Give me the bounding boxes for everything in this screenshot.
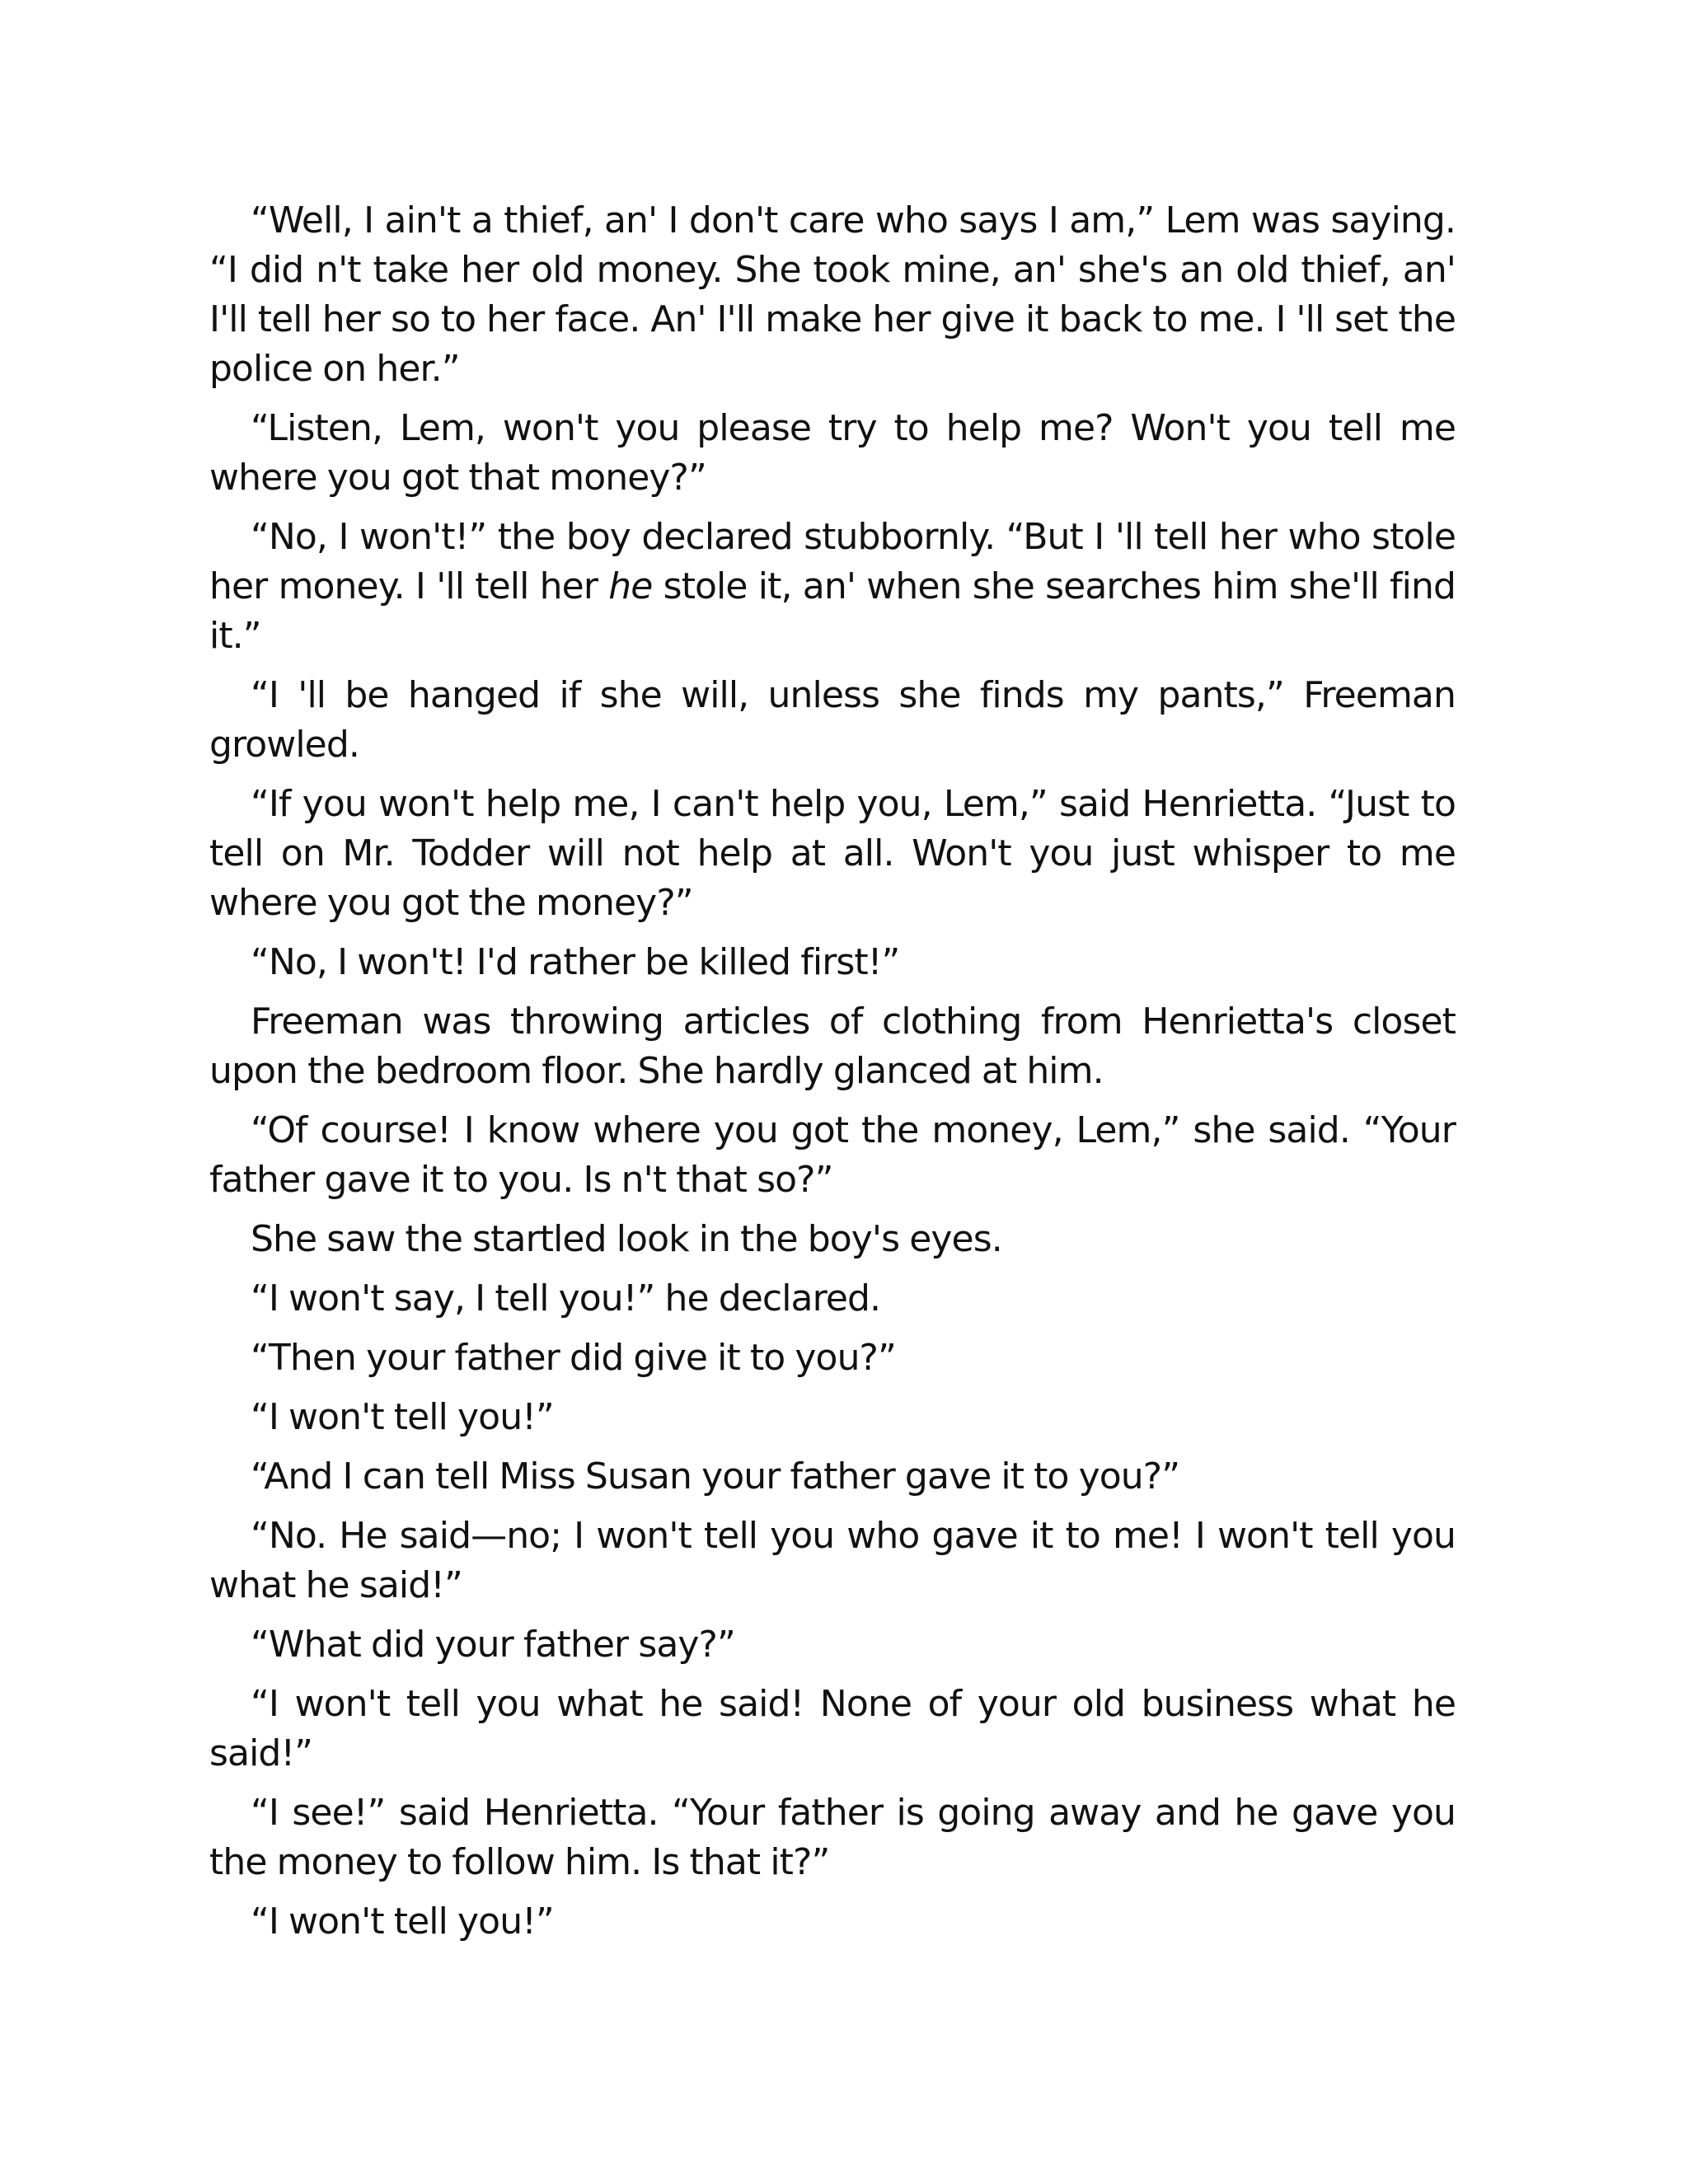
paragraph: “I won't tell you!” xyxy=(251,1900,554,1943)
paragraph: “What did your father say?” xyxy=(251,1624,735,1666)
paragraph: “I won't tell you!” xyxy=(251,1396,554,1438)
paragraph: “I won't say, I tell you!” he declared. xyxy=(251,1277,881,1319)
paragraph: “Well, I ain't a thief, an' I don't care who says I am,” Lem was saying. “I did n't take her old money. She took mine, an' she's an old thief, an' I'll tell her so to her face. An' I'll make her give it back to me. I 'll set the police on her.” xyxy=(209,199,1456,390)
paragraph: “Then your father did give it to you?” xyxy=(251,1337,896,1379)
paragraph: “I 'll be hanged if she will, unless she finds my pants,” Freeman growled. xyxy=(209,674,1456,766)
paragraph: “If you won't help me, I can't help you, Lem,” said Henrietta. “Just to tell on Mr. Todder will not help at all. Won't you just whisper to me where you got the money?” xyxy=(209,783,1456,924)
paragraph: “I see!” said Henrietta. “Your father is going away and he gave you the money to follow him. Is that it?” xyxy=(209,1792,1456,1883)
page-body xyxy=(209,196,1456,1957)
paragraph: “Listen, Lem, won't you please try to help me? Won't you tell me where you got that money?” xyxy=(209,407,1456,499)
paragraph: “And I can tell Miss Susan your father gave it to you?” xyxy=(251,1455,1180,1497)
paragraph: “I won't tell you what he said! None of your old business what he said!” xyxy=(209,1683,1456,1774)
paragraph: Freeman was throwing articles of clothing from Henrietta's closet upon the bedroom floor. She hardly glanced at him. xyxy=(209,1001,1456,1092)
paragraph: “Of course! I know where you got the money, Lem,” she said. “Your father gave it to you. Is n't that so?” xyxy=(209,1109,1456,1201)
paragraph-text-before: “No, I won't!” the boy declared stubbornly. “But I 'll tell her who stole her money. I 'll tell her xyxy=(209,516,1456,607)
paragraph: She saw the startled look in the boy's eyes. xyxy=(251,1218,1002,1260)
paragraph xyxy=(209,513,1456,661)
emphasized-word: he xyxy=(608,565,653,607)
paragraph: “No. He said—no; I won't tell you who gave it to me! I won't tell you what he said!” xyxy=(209,1515,1456,1606)
paragraph: “No, I won't! I'd rather be killed first!” xyxy=(251,941,900,983)
paragraph-text-after: stole it, an' when she searches him she'll find it.” xyxy=(209,565,1456,657)
